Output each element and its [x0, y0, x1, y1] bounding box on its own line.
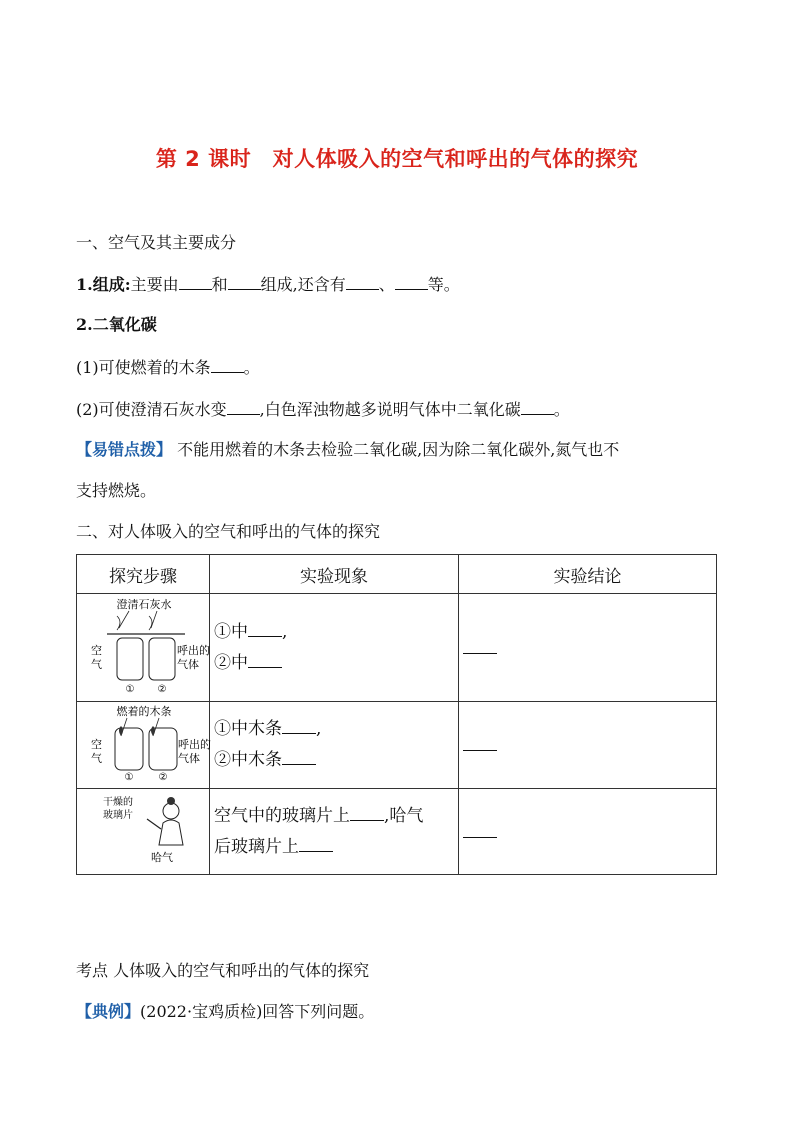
fig-right-1: 呼出的 — [177, 644, 210, 657]
blank[interactable] — [350, 804, 384, 821]
tip-line-1 — [76, 439, 619, 461]
fig-left-2: 气 — [91, 658, 102, 671]
blank[interactable] — [463, 734, 497, 751]
phen-text: ①中木条 — [214, 719, 282, 739]
fig-right-2: 气体 — [177, 658, 199, 671]
phen-text: , — [282, 621, 288, 642]
fig-num-1: ① — [124, 772, 134, 783]
example-text: (2022·宝鸡质检)回答下列问题。 — [140, 1002, 375, 1021]
phen-text: ,哈气 — [384, 805, 424, 826]
fig-top-1: 干燥的 — [103, 797, 133, 808]
composition-line — [76, 273, 460, 296]
experiment-table — [76, 554, 717, 875]
phenomena-cell — [210, 789, 459, 875]
page-title: 第 2 课时 对人体吸入的空气和呼出的气体的探究 — [155, 147, 639, 171]
phen-text: 空气中的玻璃片上 — [214, 805, 350, 826]
phenomena-cell — [210, 594, 459, 702]
conclusion-cell — [459, 702, 717, 789]
phen-text: ②中 — [214, 652, 248, 673]
fig-top-2: 玻璃片 — [103, 810, 133, 821]
header-phenomena: 实验现象 — [210, 555, 459, 594]
section-heading-2: 二、对人体吸入的空气和呼出的气体的探究 — [76, 522, 381, 541]
blank[interactable] — [346, 273, 379, 290]
conclusion-cell — [459, 594, 717, 702]
fig-bottom: 哈气 — [151, 851, 173, 864]
tip-line-2: 支持燃烧。 — [76, 481, 157, 500]
header-conclusion: 实验结论 — [459, 555, 717, 594]
tip-text: 不能用燃着的木条去检验二氧化碳,因为除二氧化碳外,氮气也不 — [177, 440, 620, 459]
blank[interactable] — [521, 398, 554, 415]
fig-num-1: ① — [125, 684, 135, 695]
phen-text: ②中木条 — [214, 750, 282, 770]
figure-cell — [77, 594, 210, 702]
blank[interactable] — [282, 748, 316, 765]
fig-top-label: 澄清石灰水 — [116, 598, 172, 611]
composition-label: 1.组成: — [76, 275, 131, 294]
blank[interactable] — [179, 273, 212, 290]
section-heading-1: 一、空气及其主要成分 — [76, 233, 237, 252]
co2-sub1 — [76, 356, 260, 379]
text: 、 — [378, 275, 395, 294]
fig-left-1: 空 — [91, 738, 102, 751]
co2-heading: 2.二氧化碳 — [76, 315, 157, 334]
fig-top-label: 燃着的木条 — [116, 705, 172, 718]
blank[interactable] — [211, 356, 244, 373]
fig-left-2: 气 — [91, 752, 102, 765]
fig-left-1: 空 — [91, 644, 102, 657]
blank[interactable] — [395, 273, 428, 290]
text: 等。 — [427, 275, 460, 294]
text: 和 — [211, 275, 228, 294]
example-label: 【典例】 — [76, 1002, 141, 1021]
fig-num-2: ② — [157, 684, 167, 695]
text: 组成,还含有 — [260, 275, 346, 294]
table-row — [77, 702, 717, 789]
figure-cell — [77, 702, 210, 789]
phen-text: , — [316, 719, 322, 739]
text: (1)可使燃着的木条 — [76, 358, 211, 377]
conclusion-cell — [459, 789, 717, 875]
breath-glass-figure — [77, 789, 207, 869]
text: (2)可使澄清石灰水变 — [76, 400, 227, 419]
co2-sub2 — [76, 398, 570, 421]
figure-cell — [77, 789, 210, 875]
phen-text: 后玻璃片上 — [214, 836, 299, 857]
text: 主要由 — [130, 275, 179, 294]
fig-right-2: 气体 — [178, 752, 200, 765]
example-line — [76, 1001, 374, 1023]
blank[interactable] — [299, 835, 333, 852]
blank[interactable] — [228, 273, 261, 290]
header-steps: 探究步骤 — [77, 555, 210, 594]
table-header-row — [77, 555, 717, 594]
fig-right-1: 呼出的 — [178, 738, 211, 751]
burning-stick-figure — [77, 702, 211, 783]
text: 。 — [243, 358, 260, 377]
blank[interactable] — [463, 821, 497, 838]
blank[interactable] — [227, 398, 260, 415]
limewater-bottles-figure — [77, 594, 210, 696]
text: 。 — [553, 400, 570, 419]
fig-num-2: ② — [158, 772, 168, 783]
phenomena-cell — [210, 702, 459, 789]
kaodian-heading: 考点 人体吸入的空气和呼出的气体的探究 — [76, 961, 370, 980]
table-row — [77, 789, 717, 875]
blank[interactable] — [248, 620, 282, 637]
phen-text: ①中 — [214, 621, 248, 642]
blank[interactable] — [248, 651, 282, 668]
tip-label: 【易错点拨】 — [76, 440, 173, 459]
text: ,白色浑浊物越多说明气体中二氧化碳 — [259, 400, 521, 419]
blank[interactable] — [463, 637, 497, 654]
table-row — [77, 594, 717, 702]
blank[interactable] — [282, 717, 316, 734]
